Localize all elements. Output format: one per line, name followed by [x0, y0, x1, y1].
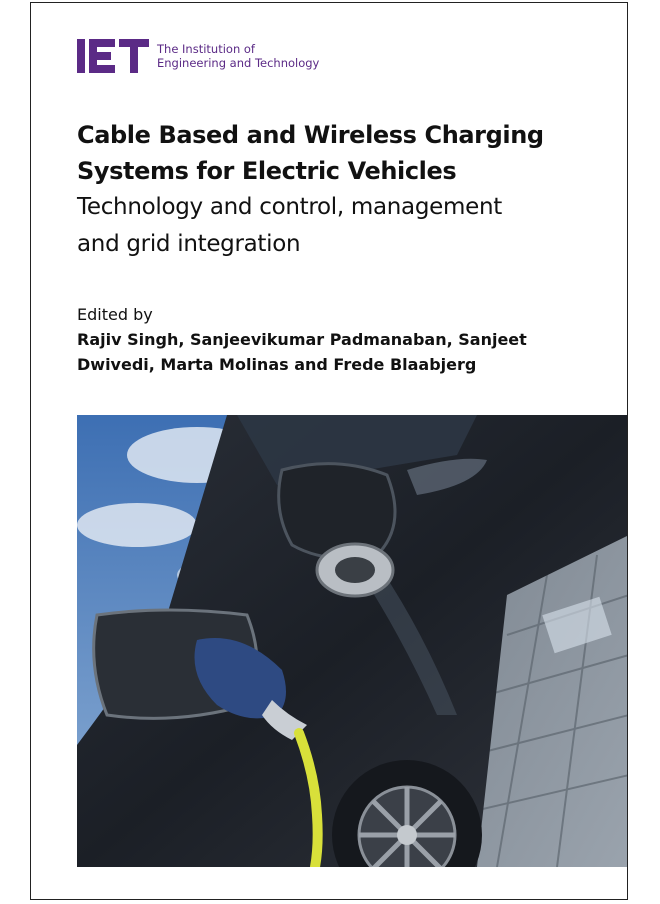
- edited-by-label: Edited by: [77, 305, 153, 324]
- book-subtitle-line1: Technology and control, management: [77, 194, 502, 220]
- iet-logo: [77, 36, 319, 76]
- publisher-name: [157, 42, 319, 70]
- book-subtitle-line2: and grid integration: [77, 231, 301, 257]
- cover-photo-ev-charging: [77, 415, 628, 867]
- editors-block: [77, 303, 597, 377]
- iet-logo-mark: [77, 39, 149, 73]
- editor-names-line2: Dwivedi, Marta Molinas and Frede Blaabjerg: [77, 355, 477, 374]
- publisher-name-line1: The Institution of: [157, 42, 255, 56]
- book-cover: [30, 2, 628, 900]
- publisher-name-line2: Engineering and Technology: [157, 56, 320, 70]
- editor-names-line1: Rajiv Singh, Sanjeevikumar Padmanaban, Sanjeet: [77, 330, 527, 349]
- book-title-line2: Systems for Electric Vehicles: [77, 157, 457, 185]
- book-title-line1: Cable Based and Wireless Charging: [77, 121, 544, 149]
- book-title-block: [77, 117, 597, 263]
